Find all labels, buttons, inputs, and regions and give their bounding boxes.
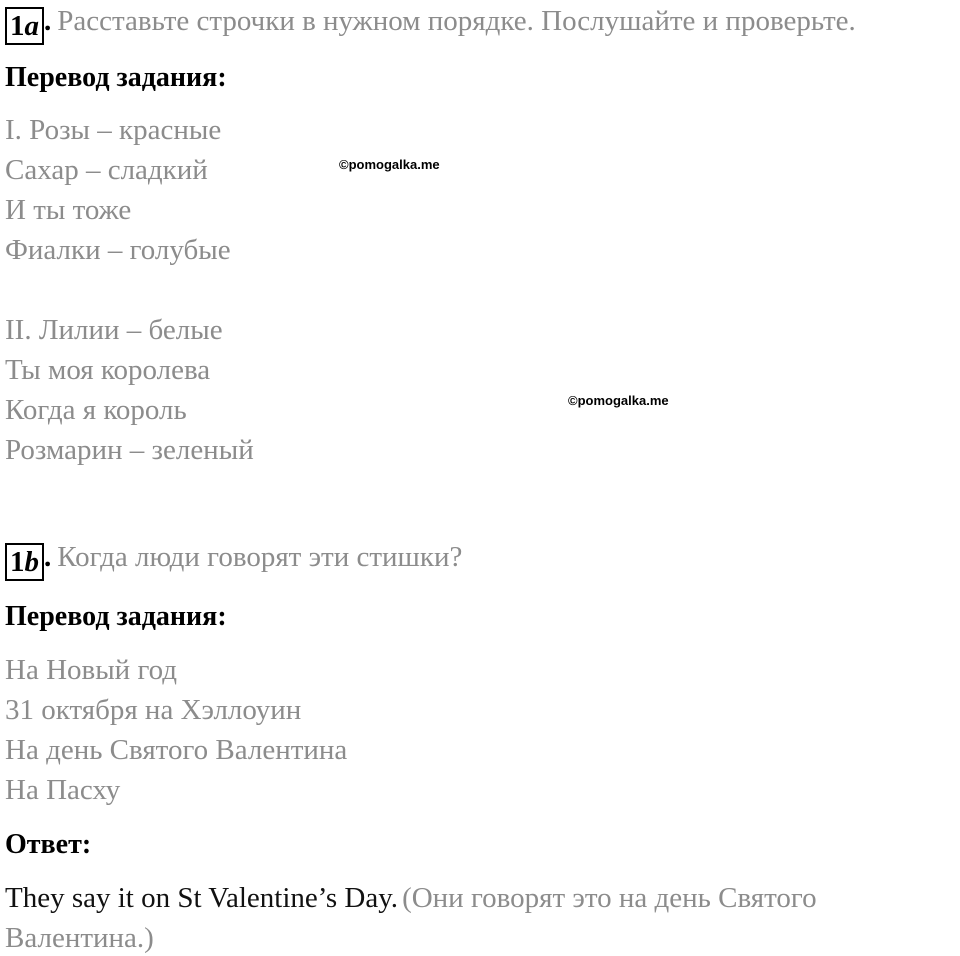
poem-line: I. Розы – красные: [5, 114, 222, 146]
watermark: ©pomogalka.me: [339, 157, 440, 172]
answer-heading: Ответ:: [5, 829, 92, 860]
option-line: На день Святого Валентина: [5, 734, 348, 766]
poem-line: Когда я король: [5, 394, 187, 426]
option-line: На Пасху: [5, 774, 121, 806]
task-dot: .: [44, 541, 52, 573]
answer-russian: (Они говорят это на день Святого: [402, 882, 817, 914]
poem-line: Сахар – сладкий: [5, 154, 208, 186]
task-instruction: Когда люди говорят эти стишки?: [57, 541, 463, 573]
poem-line: Розмарин – зеленый: [5, 434, 254, 466]
task-1a-header: [5, 7, 856, 45]
task-1b-header: [5, 543, 462, 581]
option-line: 31 октября на Хэллоуин: [5, 694, 302, 726]
poem-line: II. Лилии – белые: [5, 314, 223, 346]
translation-heading: Перевод задания:: [5, 62, 227, 93]
answer-english: They say it on St Valentine’s Day.: [5, 882, 399, 914]
poem-line: И ты тоже: [5, 194, 132, 226]
task-number-box: 1b: [5, 543, 44, 581]
task-dot: .: [44, 5, 52, 37]
answer-line: [5, 884, 817, 913]
option-line: На Новый год: [5, 654, 178, 686]
poem-line: Ты моя королева: [5, 354, 211, 386]
task-number-box: 1a: [5, 7, 44, 45]
translation-heading: Перевод задания:: [5, 601, 227, 632]
task-instruction: Расставьте строчки в нужном порядке. Послушайте и проверьте.: [57, 5, 856, 37]
poem-line: Фиалки – голубые: [5, 234, 231, 266]
watermark: ©pomogalka.me: [568, 393, 669, 408]
answer-russian-continued: Валентина.): [5, 922, 154, 954]
